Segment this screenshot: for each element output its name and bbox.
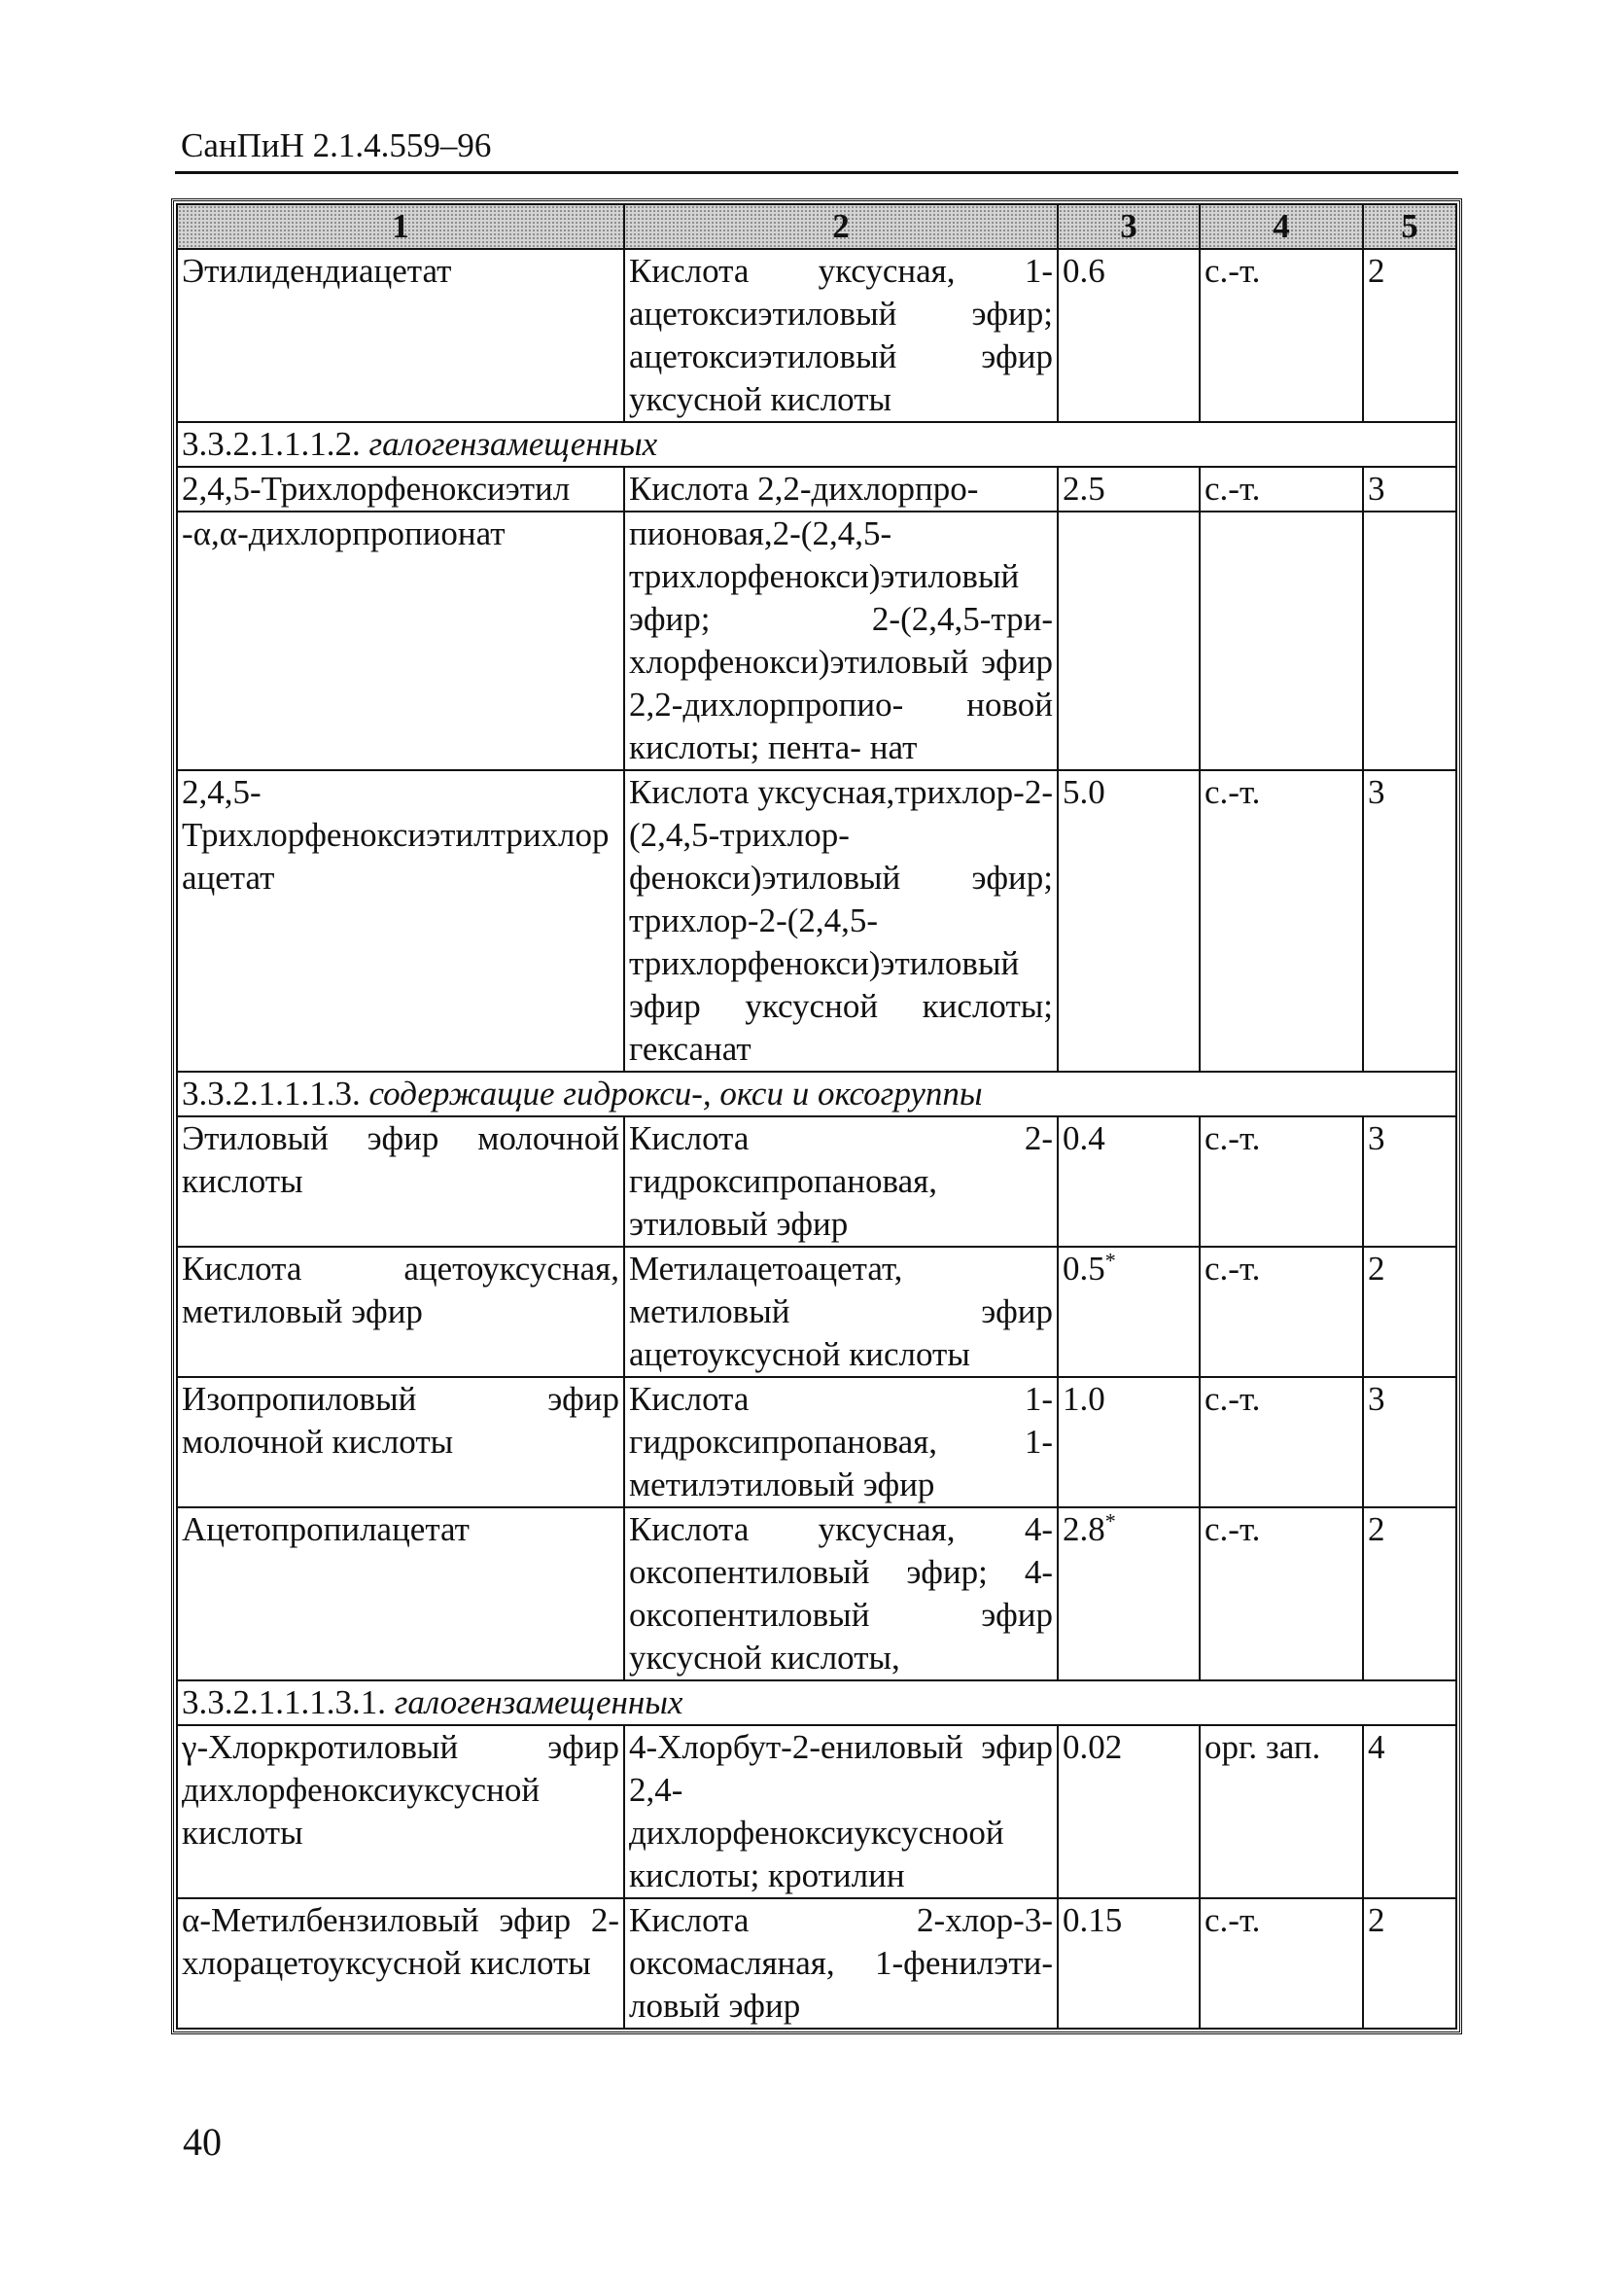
hazard-class-cell xyxy=(1363,1898,1456,2029)
substance-name-cell xyxy=(177,249,624,422)
substance-name-cell-text: Ацетопропилацетат xyxy=(182,1510,470,1548)
table xyxy=(176,203,1457,2030)
table-row xyxy=(177,1898,1456,2029)
substance-name-cell-text: 2,4,5-Трихлорфеноксиэтилтрихлорацетат xyxy=(182,773,610,897)
concentration-cell-text: 5.0 xyxy=(1063,773,1105,811)
hazard-class-cell xyxy=(1363,770,1456,1072)
concentration-cell xyxy=(1058,1507,1200,1680)
substance-name-cell xyxy=(177,1247,624,1377)
hazard-class-cell-text: 4 xyxy=(1368,1728,1385,1766)
column-header-1: 1 xyxy=(177,204,624,249)
hazard-class-cell xyxy=(1363,1725,1456,1898)
hazard-class-cell-text: 3 xyxy=(1368,470,1385,508)
column-header-5: 5 xyxy=(1363,204,1456,249)
concentration-cell-text: 2.8 xyxy=(1063,1510,1105,1548)
hazard-indicator-cell xyxy=(1200,1116,1363,1247)
hazard-indicator-cell xyxy=(1200,249,1363,422)
hazard-class-cell-text: 2 xyxy=(1368,1510,1385,1548)
concentration-cell xyxy=(1058,1116,1200,1247)
concentration-cell xyxy=(1058,249,1200,422)
concentration-cell-text: 0.5 xyxy=(1063,1250,1105,1288)
synonyms-cell-text: пионовая,2-(2,4,5-трихлорфенокси)этиловый эфир; 2-(2,4,5-три- хлорфенокси)этиловый эфир 2,2-дихлорпропио- новой кислоты; пента- нат xyxy=(629,514,1053,766)
synonyms-cell xyxy=(624,1507,1058,1680)
synonyms-cell xyxy=(624,1377,1058,1507)
synonyms-cell-text: Кислота 2-гидроксипропановая, этиловый эфир xyxy=(629,1119,1053,1243)
section-heading xyxy=(177,1072,1456,1116)
synonyms-cell-text: 4-Хлорбут-2-ениловый эфир 2,4-дихлорфеноксиуксусноой кислоты; кротилин xyxy=(629,1728,1053,1894)
section-heading-row xyxy=(177,1680,1456,1725)
section-number: 3.3.2.1.1.1.3. xyxy=(182,1075,361,1113)
hygienic-standards-table xyxy=(171,198,1462,2034)
section-heading xyxy=(177,1680,1456,1725)
hazard-indicator-cell-text: с.-т. xyxy=(1205,1380,1261,1418)
concentration-cell xyxy=(1058,1377,1200,1507)
hazard-indicator-cell xyxy=(1200,1247,1363,1377)
synonyms-cell xyxy=(624,770,1058,1072)
hazard-indicator-cell-text: с.-т. xyxy=(1205,1119,1261,1157)
section-title: содержащие гидрокси-, окси и оксогруппы xyxy=(368,1075,983,1113)
substance-name-cell xyxy=(177,1725,624,1898)
synonyms-cell xyxy=(624,1247,1058,1377)
concentration-cell-text: 0.15 xyxy=(1063,1901,1123,1939)
synonyms-cell-text: Кислота уксусная, 4- оксопентиловый эфир; 4-оксопентиловый эфир уксусной кислоты, xyxy=(629,1510,1053,1677)
hazard-indicator-cell-text: с.-т. xyxy=(1205,1901,1261,1939)
concentration-cell xyxy=(1058,512,1200,770)
section-number: 3.3.2.1.1.1.2. xyxy=(182,425,361,463)
column-header-2: 2 xyxy=(624,204,1058,249)
substance-name-cell xyxy=(177,1507,624,1680)
substance-name-cell xyxy=(177,1116,624,1247)
header-rule xyxy=(175,171,1458,174)
table-row xyxy=(177,1507,1456,1680)
table-row xyxy=(177,249,1456,422)
substance-name-cell xyxy=(177,770,624,1072)
section-heading-row xyxy=(177,1072,1456,1116)
substance-name-cell-text: 2,4,5-Трихлорфеноксиэтил xyxy=(182,470,571,508)
substance-name-cell-text: Изопропиловый эфир молочной кислоты xyxy=(182,1380,619,1461)
hazard-class-cell-text: 2 xyxy=(1368,252,1385,290)
hazard-indicator-cell xyxy=(1200,1898,1363,2029)
table-row xyxy=(177,1116,1456,1247)
footnote-asterisk: * xyxy=(1104,1508,1116,1534)
synonyms-cell xyxy=(624,249,1058,422)
table-row xyxy=(177,512,1456,770)
synonyms-cell-text: Метилацетоацетат, метиловый эфир ацетоуксусной кислоты xyxy=(629,1250,1053,1373)
synonyms-cell-text: Кислота 1-гидроксипропановая, 1-метилэтиловый эфир xyxy=(629,1380,1053,1503)
hazard-indicator-cell-text: с.-т. xyxy=(1205,252,1261,290)
section-heading-row xyxy=(177,422,1456,467)
hazard-indicator-cell xyxy=(1200,770,1363,1072)
concentration-cell-text: 0.4 xyxy=(1063,1119,1105,1157)
table-row xyxy=(177,467,1456,512)
hazard-class-cell-text: 2 xyxy=(1368,1250,1385,1288)
hazard-indicator-cell xyxy=(1200,467,1363,512)
substance-name-cell xyxy=(177,1377,624,1507)
concentration-cell xyxy=(1058,467,1200,512)
hazard-class-cell-text: 3 xyxy=(1368,773,1385,811)
substance-name-cell-text: γ-Хлоркротиловый эфир дихлорфеноксиуксусной кислоты xyxy=(182,1728,619,1852)
concentration-cell xyxy=(1058,1725,1200,1898)
hazard-indicator-cell xyxy=(1200,1507,1363,1680)
concentration-cell-text: 0.6 xyxy=(1063,252,1105,290)
section-title: галогензамещенных xyxy=(368,425,658,463)
concentration-cell-text: 2.5 xyxy=(1063,470,1105,508)
hazard-class-cell-text: 3 xyxy=(1368,1380,1385,1418)
hazard-class-cell-text: 3 xyxy=(1368,1119,1385,1157)
hazard-indicator-cell-text: с.-т. xyxy=(1205,773,1261,811)
substance-name-cell-text: Кислота ацетоуксусная, метиловый эфир xyxy=(182,1250,619,1330)
section-number: 3.3.2.1.1.1.3.1. xyxy=(182,1683,386,1721)
synonyms-cell xyxy=(624,512,1058,770)
hazard-indicator-cell xyxy=(1200,1377,1363,1507)
hazard-indicator-cell xyxy=(1200,1725,1363,1898)
hazard-class-cell xyxy=(1363,512,1456,770)
concentration-cell xyxy=(1058,1247,1200,1377)
hazard-indicator-cell-text: с.-т. xyxy=(1205,1250,1261,1288)
hazard-indicator-cell xyxy=(1200,512,1363,770)
table-row xyxy=(177,1247,1456,1377)
substance-name-cell-text: Этилидендиацетат xyxy=(182,252,452,290)
synonyms-cell xyxy=(624,1725,1058,1898)
table-row xyxy=(177,770,1456,1072)
section-heading xyxy=(177,422,1456,467)
column-header-row xyxy=(177,204,1456,249)
synonyms-cell xyxy=(624,1116,1058,1247)
footnote-asterisk: * xyxy=(1104,1248,1116,1273)
hazard-class-cell-text: 2 xyxy=(1368,1901,1385,1939)
substance-name-cell xyxy=(177,1898,624,2029)
concentration-cell xyxy=(1058,770,1200,1072)
hazard-class-cell xyxy=(1363,1116,1456,1247)
synonyms-cell-text: Кислота уксусная, 1- ацетоксиэтиловый эфир; ацетоксиэтиловый эфир уксусной кислоты xyxy=(629,252,1053,418)
column-header-4: 4 xyxy=(1200,204,1363,249)
synonyms-cell-text: Кислота 2-хлор-3-оксомасляная, 1-фенилэти- ловый эфир xyxy=(629,1901,1053,2025)
table-row xyxy=(177,1725,1456,1898)
running-header: СанПиН 2.1.4.559–96 xyxy=(181,126,492,164)
substance-name-cell-text: Этиловый эфир молочной кислоты xyxy=(182,1119,619,1200)
table-row xyxy=(177,1377,1456,1507)
hazard-class-cell xyxy=(1363,1377,1456,1507)
page-number: 40 xyxy=(183,2120,222,2164)
synonyms-cell-text: Кислота уксусная,трихлор-2-(2,4,5-трихлор- фенокси)этиловый эфир; трихлор-2-(2,4,5-трихлорфенокси)этиловый эфир уксусной кислоты; гексанат xyxy=(629,773,1053,1068)
substance-name-cell xyxy=(177,467,624,512)
hazard-indicator-cell-text: с.-т. xyxy=(1205,470,1261,508)
hazard-class-cell xyxy=(1363,1247,1456,1377)
hazard-class-cell xyxy=(1363,249,1456,422)
synonyms-cell xyxy=(624,1898,1058,2029)
concentration-cell-text: 1.0 xyxy=(1063,1380,1105,1418)
substance-name-cell-text: α-Метилбензиловый эфир 2-хлорацетоуксусной кислоты xyxy=(182,1901,619,1982)
substance-name-cell xyxy=(177,512,624,770)
hazard-indicator-cell-text: с.-т. xyxy=(1205,1510,1261,1548)
concentration-cell-text: 0.02 xyxy=(1063,1728,1123,1766)
column-header-3: 3 xyxy=(1058,204,1200,249)
hazard-class-cell xyxy=(1363,467,1456,512)
substance-name-cell-text: -α,α-дихлорпропионат xyxy=(182,514,506,552)
synonyms-cell-text: Кислота 2,2-дихлорпро- xyxy=(629,470,979,508)
synonyms-cell xyxy=(624,467,1058,512)
hazard-indicator-cell-text: орг. зап. xyxy=(1205,1728,1321,1766)
concentration-cell xyxy=(1058,1898,1200,2029)
table-body xyxy=(177,204,1456,2029)
hazard-class-cell xyxy=(1363,1507,1456,1680)
section-title: галогензамещенных xyxy=(394,1683,683,1721)
